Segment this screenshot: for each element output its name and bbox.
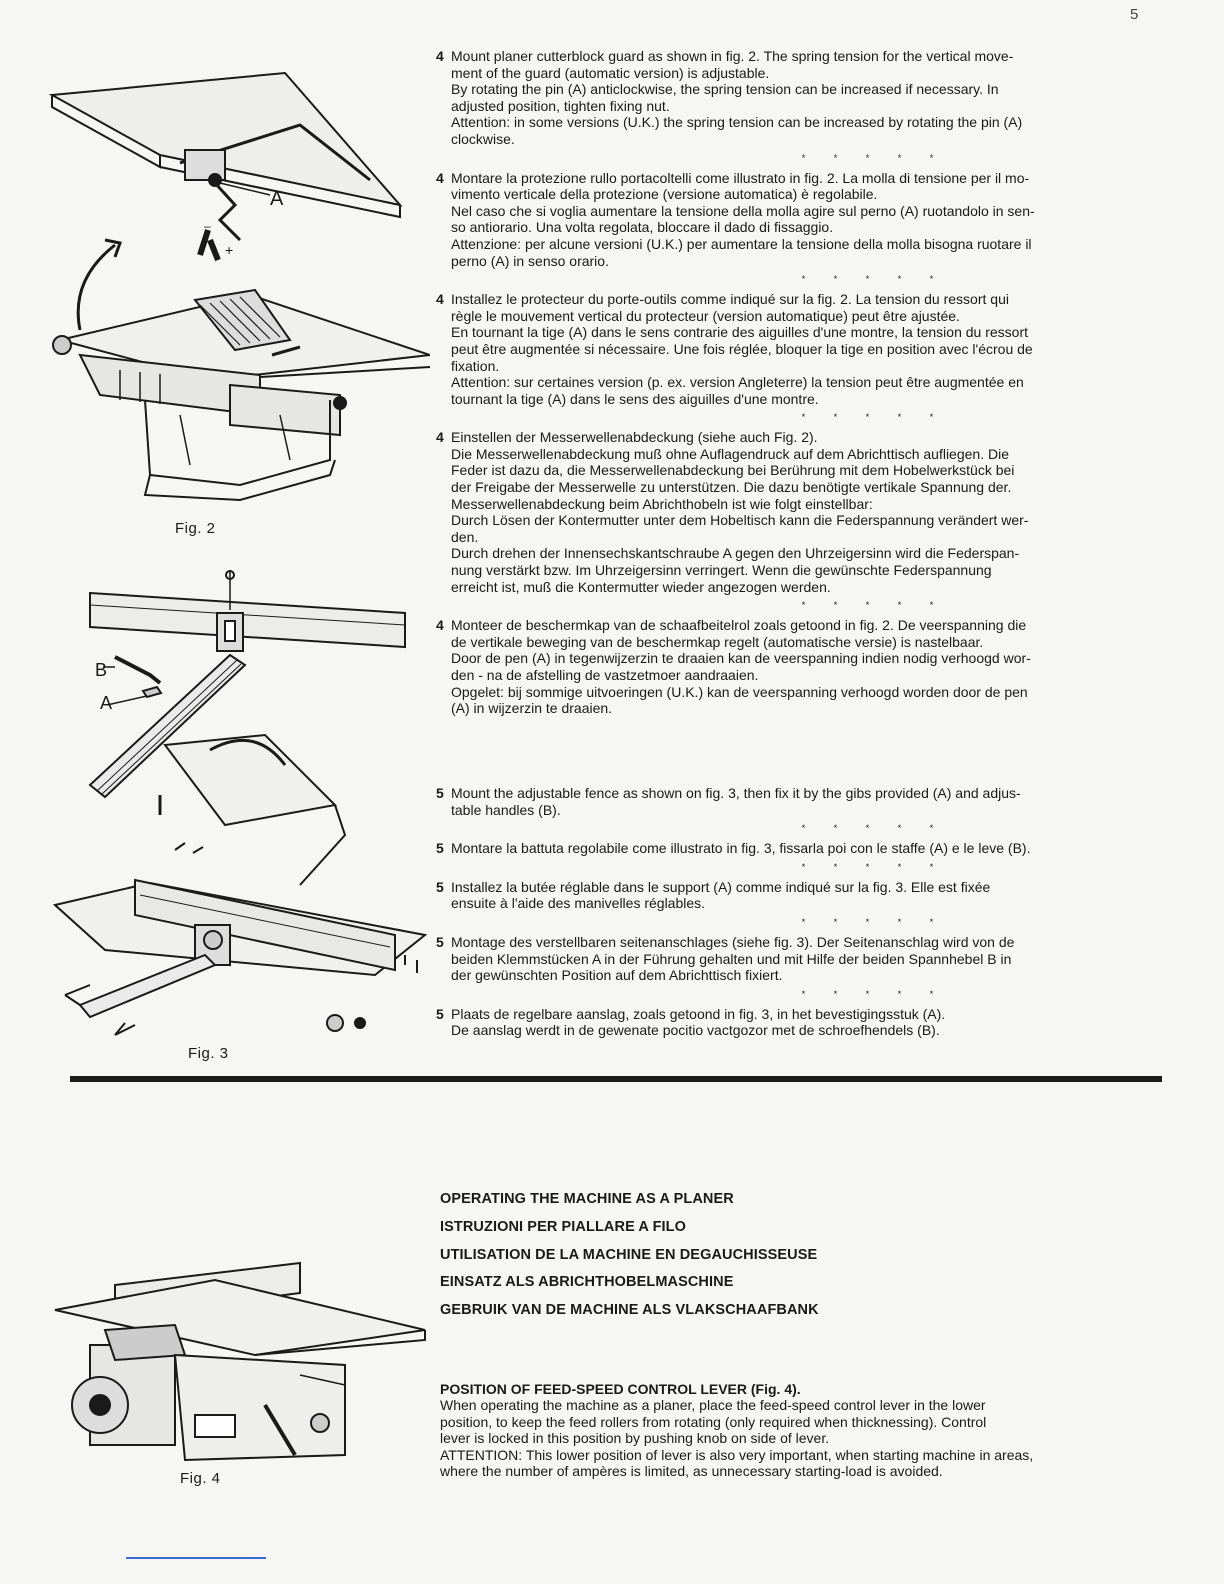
separator-stars: * * * * * (801, 823, 947, 834)
text-line: Attenzione: per alcune versioni (U.K.) per aumentare la tensione della molla bisogna ruotare il (451, 235, 1032, 252)
svg-text:+: + (225, 242, 234, 258)
separator-stars: * * * * * (801, 988, 947, 999)
text-line: Die Messerwellenabdeckung muß ohne Auflagendruck auf dem Abrichttisch aufliegen. Die (451, 445, 1009, 462)
text-line: ment of the guard (automatic version) is adjustable. (451, 64, 770, 81)
separator-stars: * * * * * (801, 861, 947, 872)
text-line: tournant la tige (A) dans le sens des aiguilles d'une montre. (451, 390, 819, 407)
text-line: position, to keep the feed rollers from rotating (only required when thicknessing). Control (440, 1413, 987, 1430)
figure-4-illustration (45, 1255, 435, 1470)
operating-headings (440, 1186, 819, 1325)
figure-3-caption: Fig. 3 (188, 1045, 229, 1062)
separator-stars: * * * * * (801, 152, 947, 163)
section-4-paragraph-de (436, 429, 1142, 595)
figure-3-illustration (45, 565, 445, 1045)
text-line: Montage des verstellbaren seitenanschlages (siehe fig. 3). Der Seitenanschlag wird von de (451, 933, 1015, 950)
heading-en: OPERATING THE MACHINE AS A PLANER (440, 1191, 734, 1207)
text-line: clockwise. (451, 130, 515, 147)
text-line: lever is locked in this position by pushing knob on side of lever. (440, 1430, 830, 1447)
step-number: 5 (436, 1005, 444, 1022)
figure-4-caption: Fig. 4 (180, 1470, 221, 1487)
text-line: den - na de afstelling de vastzetmoer aandraaien. (451, 667, 759, 683)
text-line: Attention: in some versions (U.K.) the spring tension can be increased by rotating the pin (A) (451, 114, 1023, 131)
separator-stars: * * * * * (801, 274, 947, 285)
step-number: 5 (436, 785, 444, 801)
step-number: 4 (436, 617, 444, 634)
section-5-text (436, 785, 1142, 1039)
figure-2-illustration (40, 55, 430, 515)
text-line: De aanslag werdt in de gewenate pocitio vactgozor met de schroefhendels (B). (451, 1022, 940, 1039)
text-line: Nel caso che si voglia aumentare la tensione della molla agire sul perno (A) ruotandolo in sen- (451, 202, 1035, 219)
text-line: Installez la butée réglable dans le support (A) comme indiqué sur la fig. 3. Elle est fixée (451, 878, 991, 895)
text-line: peut être augmentée si nécessaire. Une fois réglée, bloquer la tige en position avec l'écrou de (451, 340, 1033, 357)
figure-3-label-b: B (95, 660, 108, 680)
text-line: Plaats de regelbare aanslag, zoals getoond in fig. 3, in het bevestigingsstuk (A). (451, 1005, 946, 1022)
text-line: nung verstärkt bzw. Im Uhrzeigersinn verringert. Wenn die gewünschte Federspannung (451, 562, 992, 579)
heading-fr: UTILISATION DE LA MACHINE EN DEGAUCHISSEUSE (440, 1246, 818, 1263)
text-line: Monteer de beschermkap van de schaafbeitelrol zoals getoond in fig. 2. De veerspanning die (451, 617, 1027, 634)
text-line: der Freigabe der Messerwelle zu unterstützen. Die dazu benötigte vertikale Spannung der. (451, 479, 1012, 496)
step-number: 4 (436, 48, 444, 64)
text-line: Opgelet: bij sommige uitvoeringen (U.K.) kan de veerspanning verhoogd worden door de pen (451, 683, 1028, 700)
heading-it: ISTRUZIONI PER PIALLARE A FILO (440, 1218, 687, 1235)
figure-3-label-a: A (100, 693, 113, 713)
section-5-paragraph-en (436, 785, 1142, 818)
section-4-paragraph-nl (436, 617, 1142, 717)
text-line: perno (A) in senso orario. (451, 252, 609, 269)
separator-stars: * * * * * (801, 916, 947, 927)
text-line: Montare la battuta regolabile come illustrato in fig. 3, fissarla poi con le staffe (A) e le leve (B). (451, 840, 1031, 857)
text-line: En tournant la tige (A) dans le sens contrarie des aiguilles d'une montre, la tension du ressort (451, 324, 1028, 341)
text-line: Durch Lösen der Kontermutter unter dem Hobeltisch kann die Federspannung verändert wer- (451, 512, 1029, 529)
text-line: where the number of ampères is limited, as unnecessary starting-load is avoided. (440, 1463, 943, 1480)
text-line: ATTENTION: This lower position of lever is also very important, when starting machine in areas, (440, 1446, 1034, 1463)
text-line: ensuite à l'aide des manivelles réglables. (451, 895, 706, 912)
text-line: By rotating the pin (A) anticlockwise, the spring tension can be increased if necessary. In (451, 81, 999, 98)
step-number: 4 (436, 169, 444, 186)
feed-speed-title: POSITION OF FEED-SPEED CONTROL LEVER (Fig. 4). (440, 1381, 801, 1397)
text-line: Installez le protecteur du porte-outils comme indiqué sur la fig. 2. La tension du ressort qui (451, 291, 1009, 308)
text-line: de vertikale beweging van de beschermkap regelt (automatische versie) is nastelbaar. (451, 633, 984, 650)
text-line: Einstellen der Messerwellenabdeckung (siehe auch Fig. 2). (451, 429, 818, 446)
text-line: Mount planer cutterblock guard as shown in fig. 2. The spring tension for the vertical move- (451, 48, 1014, 64)
section-4-paragraph-it (436, 170, 1142, 270)
text-line: den. (451, 528, 479, 545)
heading-de: EINSATZ ALS ABRICHTHOBELMASCHINE (440, 1274, 734, 1291)
text-line: erreicht ist, muß die Kontermutter wieder angezogen werden. (451, 578, 831, 595)
figure-2-caption: Fig. 2 (175, 520, 216, 537)
feed-speed-section (440, 1381, 1140, 1479)
step-number: 5 (436, 878, 444, 895)
text-line: Durch drehen der Innensechskantschraube A gegen den Uhrzeigersinn wird die Federspan- (451, 545, 1020, 562)
footer-line (126, 1557, 266, 1559)
section-5-paragraph-fr (436, 879, 1142, 912)
step-number: 4 (436, 291, 444, 308)
text-line: adjusted position, tighten fixing nut. (451, 97, 670, 114)
separator-stars: * * * * * (801, 600, 947, 611)
text-line: règle le mouvement vertical du protecteur (version automatique) peut être ajustée. (451, 307, 960, 324)
step-number: 5 (436, 933, 444, 950)
text-line: table handles (B). (451, 801, 561, 818)
section-5-paragraph-it (436, 840, 1142, 857)
text-line: Messerwellenabdeckung beim Abrichthobeln ist wie folgt einstellbar: (451, 495, 873, 512)
text-line: Mount the adjustable fence as shown on fig. 3, then fix it by the gibs provided (A) and adjus- (451, 785, 1021, 801)
text-line: Attention: sur certaines version (p. ex. version Angleterre) la tension peut être augmentée en (451, 374, 1024, 391)
text-line: so antiorario. Una volta regolata, bloccare il dado di fissaggio. (451, 219, 834, 236)
section-4-paragraph-en (436, 48, 1142, 148)
text-line: beiden Klemmstücken A in der Führung gehalten und mit Hilfe der beiden Spannhebel B in (451, 950, 1012, 967)
step-number: 5 (436, 840, 444, 857)
text-line: Montare la protezione rullo portacoltelli come illustrato in fig. 2. La molla di tensione per il mo- (451, 169, 1030, 186)
step-number: 4 (436, 429, 444, 446)
section-4-paragraph-fr (436, 291, 1142, 407)
text-line: When operating the machine as a planer, place the feed-speed control lever in the lower (440, 1397, 986, 1414)
text-line: vimento verticale della protezione (versione automatica) è regolabile. (451, 186, 878, 203)
text-line: fixation. (451, 357, 500, 374)
text-line: Door de pen (A) in tegenwijzerzin te draaien kan de veerspanning indien nodig verhoogd wor- (451, 650, 1031, 667)
svg-text:–: – (204, 219, 211, 233)
text-line: Feder ist dazu da, die Messerwellenabdeckung bei Berührung mit dem Hobelwerkstück bei (451, 462, 1015, 479)
heading-nl: GEBRUIK VAN DE MACHINE ALS VLAKSCHAAFBANK (440, 1302, 819, 1319)
section-divider (70, 1076, 1162, 1082)
text-line: (A) in wijzerzin te draaien. (451, 700, 613, 717)
page-number: 5 (1130, 6, 1139, 23)
separator-stars: * * * * * (801, 412, 947, 423)
section-5-paragraph-de (436, 934, 1142, 984)
text-line: der gewünschten Position auf dem Abrichttisch fixiert. (451, 967, 783, 984)
section-4-text (436, 48, 1142, 717)
figure-2-label-a: A (270, 188, 284, 210)
section-5-paragraph-nl (436, 1006, 1142, 1039)
